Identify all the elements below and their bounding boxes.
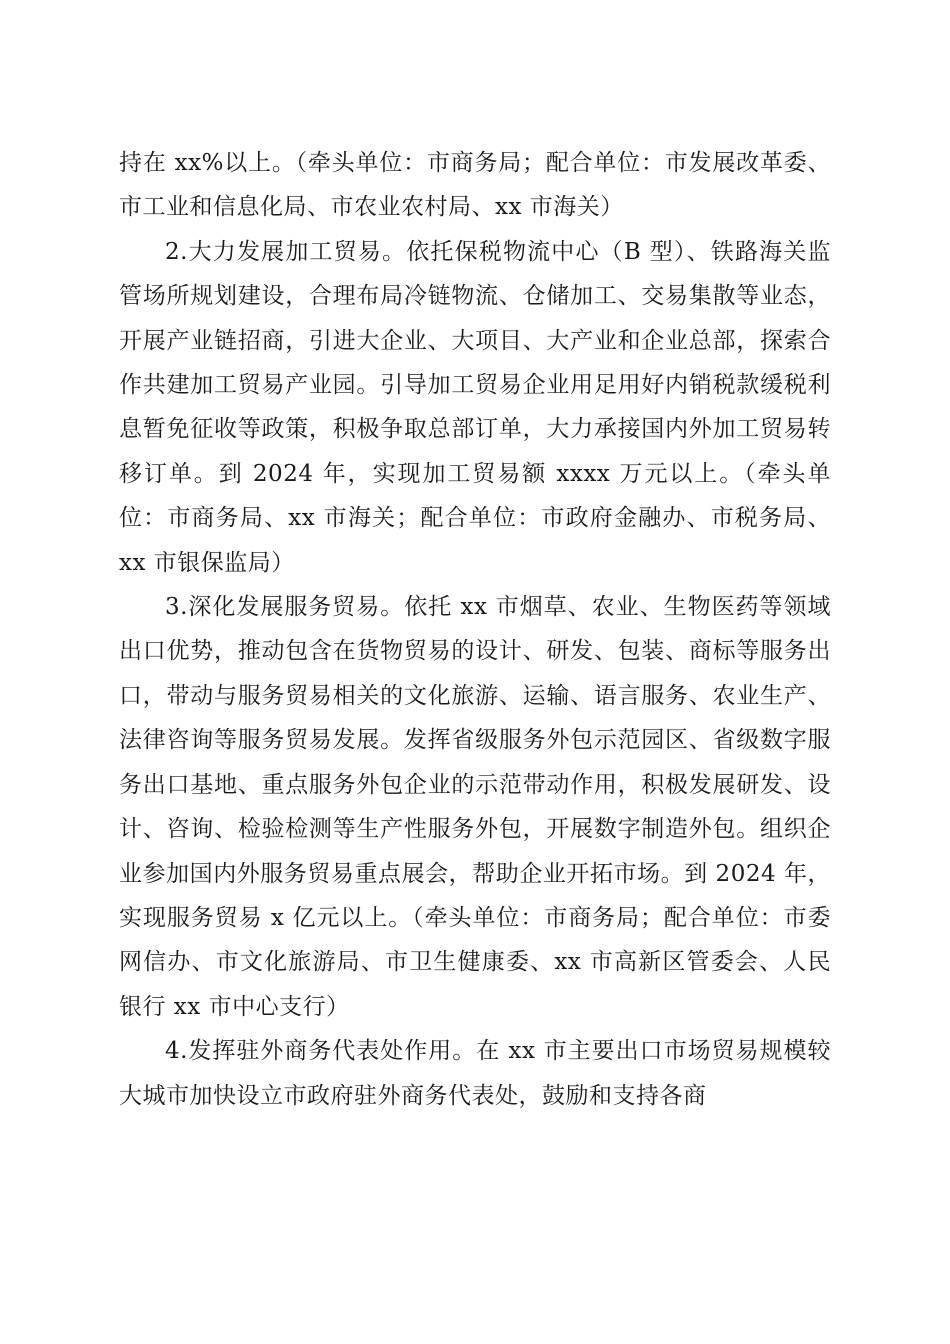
- paragraph-item-4: 4.发挥驻外商务代表处作用。在 xx 市主要出口市场贸易规模较大城市加快设立市政府驻外商务代表处，鼓励和支持各商: [119, 1038, 831, 1109]
- paragraph-continued: 持在 xx%以上。（牵头单位：市商务局；配合单位：市发展改革委、市工业和信息化局、市农业农村局、xx 市海关）: [119, 150, 831, 221]
- paragraph-item-2: 2.大力发展加工贸易。依托保税物流中心（B 型）、铁路海关监管场所规划建设，合理布局冷链物流、仓储加工、交易集散等业态，开展产业链招商，引进大企业、大项目、大产业和企业总部，探索合作共建加工贸易产业园。引导加工贸易企业用足用好内销税款缓税利息暂免征收等政策，积极争取总部订单，大力承接国内外加工贸易转移订单。到 2024 年，实现加工贸易额 xxxx 万元以上。（牵头单位：市商务局、xx 市海关；配合单位：市政府金融办、市税务局、xx 市银保监局）: [119, 238, 831, 576]
- paragraph-item-3: 3.深化发展服务贸易。依托 xx 市烟草、农业、生物医药等领域出口优势，推动包含在货物贸易的设计、研发、包装、商标等服务出口，带动与服务贸易相关的文化旅游、运输、语言服务、农业生产、法律咨询等服务贸易发展。发挥省级服务外包示范园区、省级数字服务出口基地、重点服务外包企业的示范带动作用，积极发展研发、设计、咨询、检验检测等生产性服务外包，开展数字制造外包。组织企业参加国内外服务贸易重点展会，帮助企业开拓市场。到 2024 年，实现服务贸易 x 亿元以上。（牵头单位：市商务局；配合单位：市委网信办、市文化旅游局、市卫生健康委、xx 市高新区管委会、人民银行 xx 市中心支行）: [119, 594, 831, 1020]
- document-body: [119, 141, 831, 1118]
